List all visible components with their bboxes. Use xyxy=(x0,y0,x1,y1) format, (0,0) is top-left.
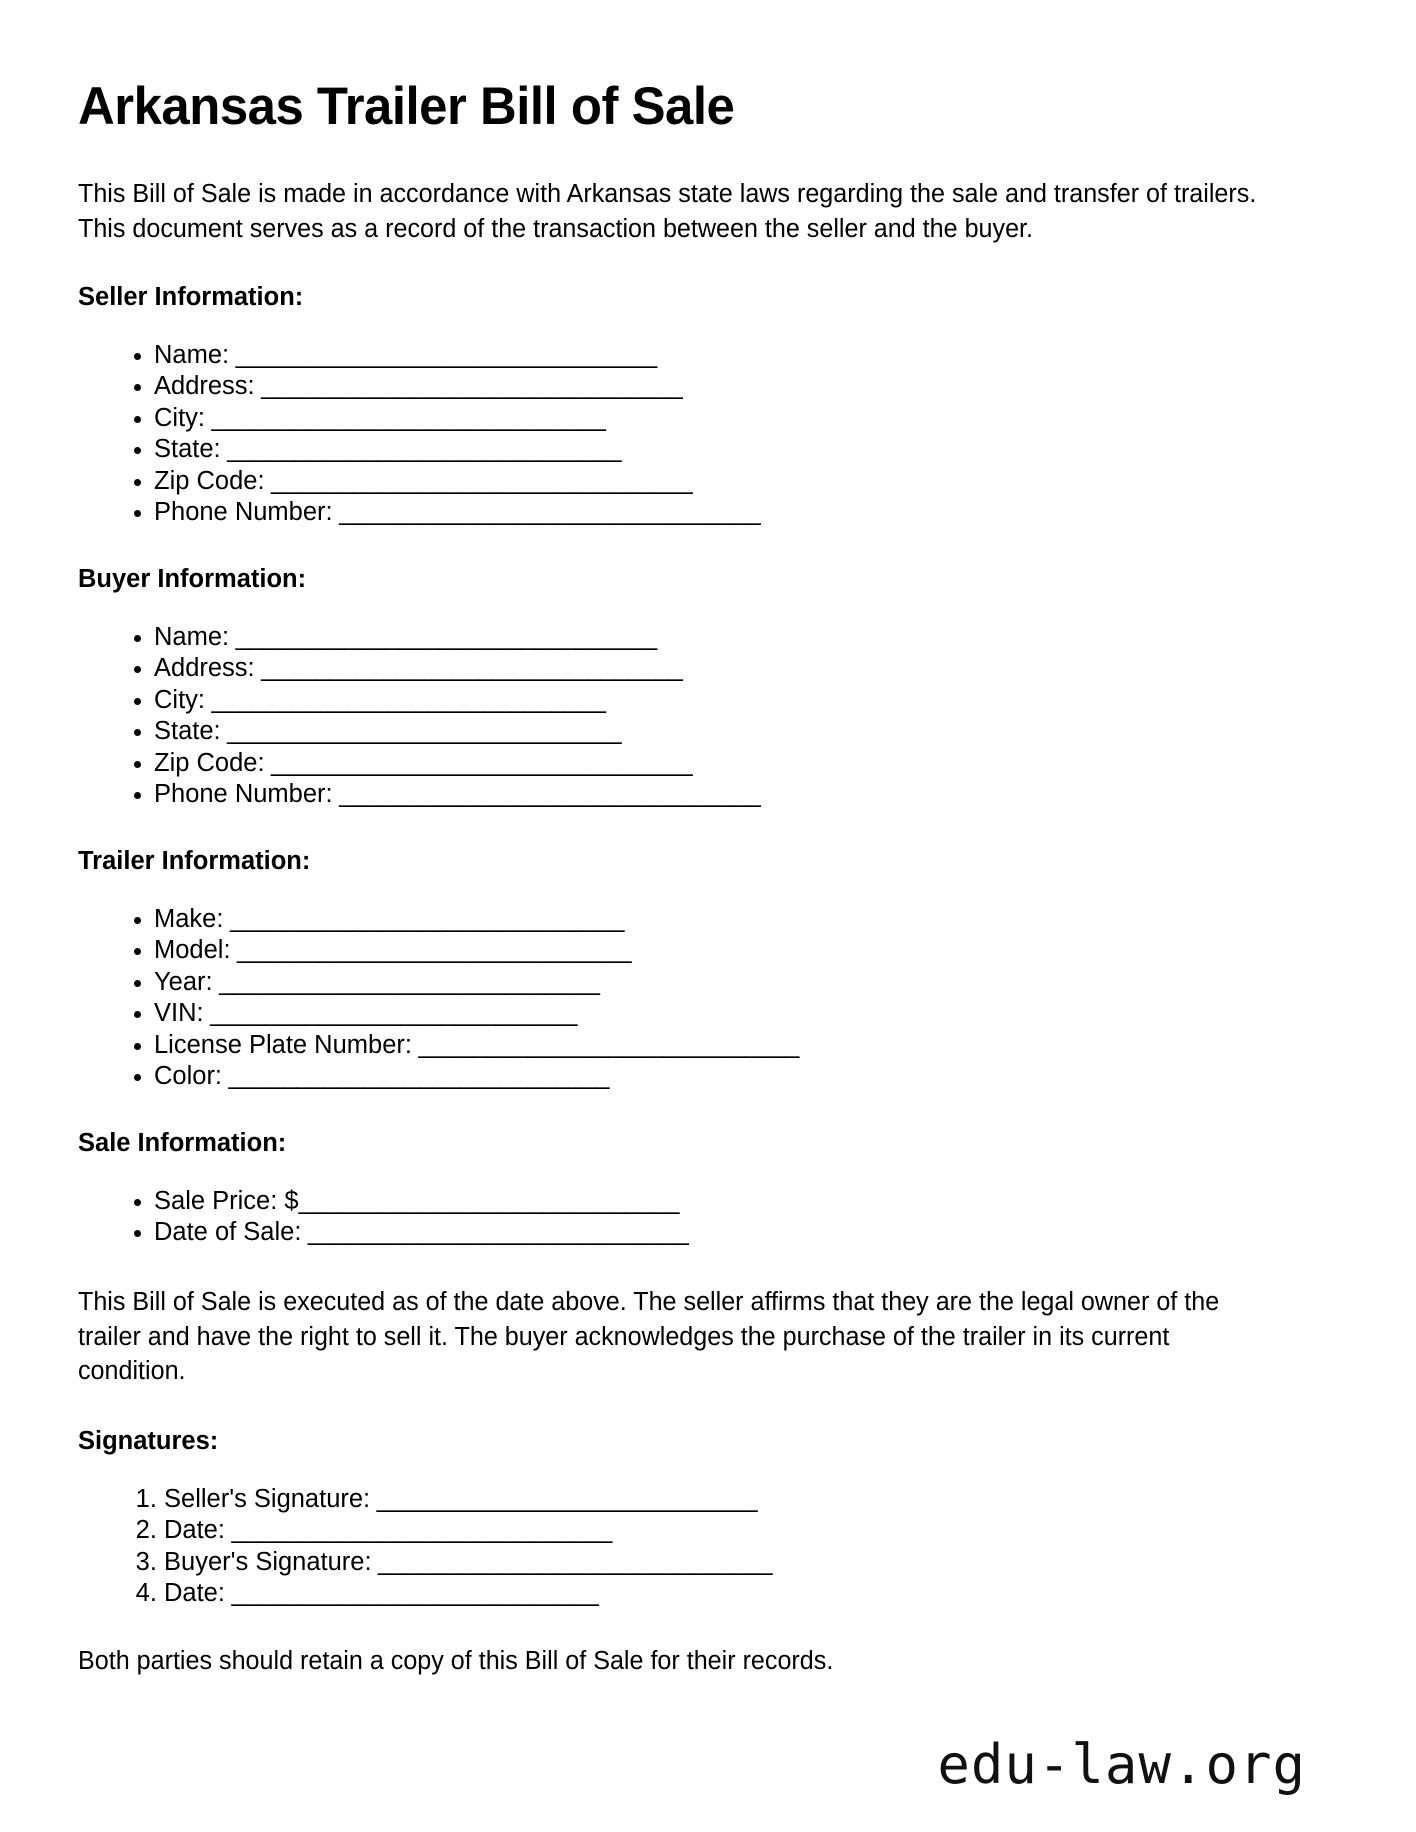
page-title: Arkansas Trailer Bill of Sale xyxy=(78,77,735,136)
list-item xyxy=(154,466,1298,497)
field-label: Address: xyxy=(154,654,255,683)
list-item xyxy=(154,1186,1298,1217)
list-item xyxy=(154,935,1298,966)
sale-information-heading: Sale Information: xyxy=(78,1128,287,1157)
list-item xyxy=(154,1217,1298,1248)
field-blank[interactable]: _______________________________ xyxy=(229,340,657,369)
field-label: Sale Price: $ xyxy=(154,1186,299,1215)
field-label: Model: xyxy=(154,936,231,965)
field-label: Zip Code: xyxy=(154,748,265,777)
list-item xyxy=(154,748,1298,779)
intro-paragraph: This Bill of Sale is made in accordance with Arkansas state laws regarding the sale and transfer of trailers. This document serves as a record of the transaction between the seller and the buyer. xyxy=(78,180,1257,243)
buyer-information-list xyxy=(78,622,1298,811)
list-item xyxy=(154,685,1298,716)
field-label: City: xyxy=(154,403,205,432)
field-blank[interactable]: _______________________________ xyxy=(229,622,657,651)
field-blank[interactable]: ____________________________ xyxy=(224,1516,612,1545)
field-label: Seller's Signature: xyxy=(164,1484,371,1513)
list-item xyxy=(154,967,1298,998)
list-item xyxy=(154,1030,1298,1061)
closing-paragraph: This Bill of Sale is executed as of the date above. The seller affirms that they are the legal owner of the trailer and have the right to sell it. The buyer acknowledges the purchase of the trailer in its current condition. xyxy=(78,1287,1220,1386)
field-label: Address: xyxy=(154,372,255,401)
field-blank[interactable]: _____________________________ xyxy=(223,904,624,933)
field-blank[interactable]: ____________________________ xyxy=(301,1218,689,1247)
seller-information-list xyxy=(78,340,1298,529)
field-blank[interactable]: _____________________________ xyxy=(371,1547,772,1576)
list-item xyxy=(154,716,1298,747)
seller-information-heading: Seller Information: xyxy=(78,282,304,311)
field-blank[interactable]: _____________________________ xyxy=(220,435,622,464)
field-blank[interactable]: ___________________________ xyxy=(203,999,577,1028)
field-label: License Plate Number: xyxy=(154,1030,412,1059)
field-label: State: xyxy=(154,435,221,464)
signatures-heading: Signatures: xyxy=(78,1426,219,1455)
field-blank[interactable]: _______________________________ xyxy=(254,654,683,683)
field-blank[interactable]: _____________________________ xyxy=(230,936,631,965)
list-item xyxy=(154,779,1298,810)
field-label: VIN: xyxy=(154,999,204,1028)
list-item xyxy=(154,371,1298,402)
field-blank[interactable]: _______________________________ xyxy=(332,498,761,527)
field-label: Year: xyxy=(154,967,213,996)
field-blank[interactable]: _______________________________ xyxy=(264,748,693,777)
list-item xyxy=(154,403,1298,434)
list-item xyxy=(154,1061,1298,1092)
field-label: Phone Number: xyxy=(154,498,333,527)
field-blank[interactable]: ____________________________ xyxy=(298,1186,679,1215)
list-item xyxy=(154,340,1298,371)
list-item xyxy=(164,1515,1298,1546)
field-blank[interactable]: ____________________________ xyxy=(370,1484,757,1513)
field-label: Date of Sale: xyxy=(154,1218,302,1247)
list-item xyxy=(154,998,1298,1029)
field-blank[interactable]: ____________________________ xyxy=(411,1030,799,1059)
field-label: Make: xyxy=(154,904,224,933)
field-label: Name: xyxy=(154,340,230,369)
field-blank[interactable]: ____________________________ xyxy=(222,1062,609,1091)
field-blank[interactable]: _______________________________ xyxy=(264,466,693,495)
field-label: Zip Code: xyxy=(154,466,265,495)
list-item xyxy=(154,497,1298,528)
field-blank[interactable]: _____________________________ xyxy=(205,685,606,714)
field-label: Color: xyxy=(154,1062,223,1091)
field-label: State: xyxy=(154,717,221,746)
signatures-list xyxy=(78,1484,1298,1610)
footer-note: Both parties should retain a copy of this Bill of Sale for their records. xyxy=(78,1646,834,1675)
list-item xyxy=(164,1484,1298,1515)
list-item xyxy=(164,1547,1298,1578)
field-label: Date: xyxy=(164,1516,225,1545)
field-blank[interactable]: _____________________________ xyxy=(205,403,606,432)
field-label: Buyer's Signature: xyxy=(164,1547,372,1576)
list-item xyxy=(154,904,1298,935)
field-blank[interactable]: ___________________________ xyxy=(224,1579,599,1608)
field-label: Phone Number: xyxy=(154,780,333,809)
list-item xyxy=(154,653,1298,684)
trailer-information-heading: Trailer Information: xyxy=(78,846,311,875)
field-label: Name: xyxy=(154,622,230,651)
field-blank[interactable]: ____________________________ xyxy=(212,967,600,996)
list-item xyxy=(154,434,1298,465)
field-blank[interactable]: _______________________________ xyxy=(254,372,683,401)
buyer-information-heading: Buyer Information: xyxy=(78,564,307,593)
sale-information-list xyxy=(78,1186,1298,1249)
field-blank[interactable]: _____________________________ xyxy=(220,717,622,746)
field-label: Date: xyxy=(164,1579,225,1608)
list-item xyxy=(154,622,1298,653)
list-item xyxy=(164,1578,1298,1609)
site-watermark: edu-law.org xyxy=(937,1733,1306,1796)
field-blank[interactable]: _______________________________ xyxy=(332,780,761,809)
trailer-information-list xyxy=(78,904,1298,1093)
field-label: City: xyxy=(154,685,205,714)
